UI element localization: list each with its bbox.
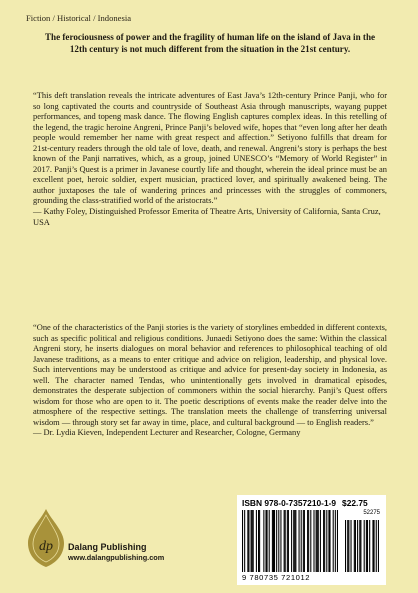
barcode-addon-bar [354,520,355,572]
tagline: The ferociousness of power and the fragility of human life on the island of Java in the 12th century is not much different from the situation in the 21st century. [44,32,376,55]
barcode-addon-bar [364,520,365,572]
barcode-addon-bar [372,520,373,572]
barcode-addon-digits: 52275 [363,510,380,516]
publisher-info [68,542,164,562]
barcode-bar [320,510,321,572]
price: $22.75 [342,498,368,508]
review-quote: “One of the characteristics of the Panji stories is the variety of storylines embedded in different contexts, such as specific political and religious conditions. Junaedi Setiyono does the same: Within the classical Angreni story, he inserts dialogues on moral behavior and references to philosophical teaching of old Javanese traditions, as a means to enter critique and advice on religion, leadership, and physical love. Such interventions may be understood as critique and advice for present-day society in Indonesia, as well. The character named Tendas, who unintentionally gets involved in dramatical episodes, demonstrates the desperate subjection of commoners within the social hierarchy. Panji’s Quest offers wisdom for those who are open to it. The poetic descriptions of events make the reader delve into the atmosphere of the respective settings. The translation meets the challenge of transferring universal wisdom — through story set far away in time, place, and cultural background — to English readers.” [33,322,387,427]
barcode-bar [301,510,302,572]
barcode-bar [287,510,288,572]
barcode-bar [263,510,264,572]
barcode-bar [258,510,259,572]
barcode-bar [323,510,324,572]
barcode-bar [295,510,296,572]
barcode-bar [252,510,253,572]
barcode-bar [284,510,285,572]
barcode-bar [285,510,286,572]
barcode-bar [256,510,257,572]
logo-letters: dp [39,539,53,554]
barcode-image [242,510,381,572]
barcode-bar [316,510,317,572]
barcode-addon-bar [357,520,358,572]
barcode-bar [247,510,248,572]
barcode-bar [328,510,329,572]
dalang-publishing-logo [26,507,66,569]
barcode-bar [299,510,300,572]
barcode-addon-bar [367,520,368,572]
barcode-bar [280,510,281,572]
barcode-addon-bar [366,520,367,572]
review-attribution: — Dr. Lydia Kieven, Independent Lecturer and Researcher, Cologne, Germany [33,427,301,438]
barcode-bar [244,510,245,572]
barcode-bar [265,510,266,572]
barcode-addon-bar [350,520,351,572]
barcode-bar [318,510,319,572]
barcode-addon-bar [374,520,375,572]
barcode-bar [313,510,314,572]
barcode-addon-bar [378,520,379,572]
barcode-digits: 9 780735 721012 [242,573,311,582]
barcode-bar [335,510,336,572]
barcode-bar [291,510,292,572]
barcode-bar [294,510,295,572]
barcode-bar [242,510,243,572]
barcode-addon-bar [348,520,349,572]
barcode-bar [308,510,309,572]
barcode-bar [333,510,334,572]
barcode-bar [267,510,268,572]
barcode-bar [272,510,273,572]
isbn-barcode-box [237,495,386,585]
barcode-bar [253,510,254,572]
barcode-addon-bar [376,520,377,572]
barcode-bar [329,510,330,572]
publisher-name: Dalang Publishing [68,542,147,552]
barcode-bar [304,510,305,572]
barcode-bar [293,510,294,572]
barcode-bar [288,510,289,572]
barcode-addon-bar [355,520,356,572]
barcode-bar [326,510,327,572]
review-blurb-foley [33,90,387,227]
barcode-bar [276,510,277,572]
barcode-bar [251,510,252,572]
barcode-bar [248,510,249,572]
barcode-addon-bar [347,520,348,572]
review-quote: “This deft translation reveals the intricate adventures of East Java’s 12th-century Prince Panji, who for so long captivated the courts and countryside of Southeast Asia through manuscripts, wayang puppet performances, and topeng mask dance. The flowing English captures complex ideas. In this retelling of the legend, the tragic heroine Angreni, Prince Panji’s beloved wife, hopes that “even long after her death people would remember her name with great respect and affection.” Setiyono fulfills that dream for 21st-century readers through the old tale of love, death, and renewal. Angreni’s story is perhaps the best known of the Panji narratives, which, as a group, joined UNESCO’s “Memory of World Register” in 2017. Panji’s Quest is a primer in Javanese courtly life and thought, wherein the ideal prince must be an excellent poet, heroic soldier, expert musician, practiced lover, and spiritually awakened being. The author juxtaposes the tale of wandering princes and princesses with the struggles of commoners, grounding the class-stratified world of the aristocrats.” [33,90,387,206]
barcode-bar [269,510,270,572]
isbn-price-line [242,498,381,508]
barcode-bar [303,510,304,572]
barcode-bar [310,510,311,572]
barcode-bar [278,510,279,572]
review-blurb-kieven [33,322,387,438]
isbn-number: ISBN 978-0-7357210-1-9 [242,498,337,508]
barcode-bar [337,510,338,572]
barcode-addon-bar [359,520,360,572]
review-attribution: — Kathy Foley, Distinguished Professor Emerita of Theatre Arts, University of California, Santa Cruz, USA [33,206,381,227]
barcode-bar [274,510,275,572]
genre-category: Fiction / Historical / Indonesia [26,13,132,23]
publisher-url: www.dalangpublishing.com [68,553,165,562]
barcode-addon-bar [345,520,346,572]
barcode-bar [259,510,260,572]
barcode-bar [307,510,308,572]
barcode-bar [324,510,325,572]
barcode-bar [273,510,274,572]
barcode-addon-bar [369,520,370,572]
barcode-bar [317,510,318,572]
barcode-addon-bar [360,520,361,572]
